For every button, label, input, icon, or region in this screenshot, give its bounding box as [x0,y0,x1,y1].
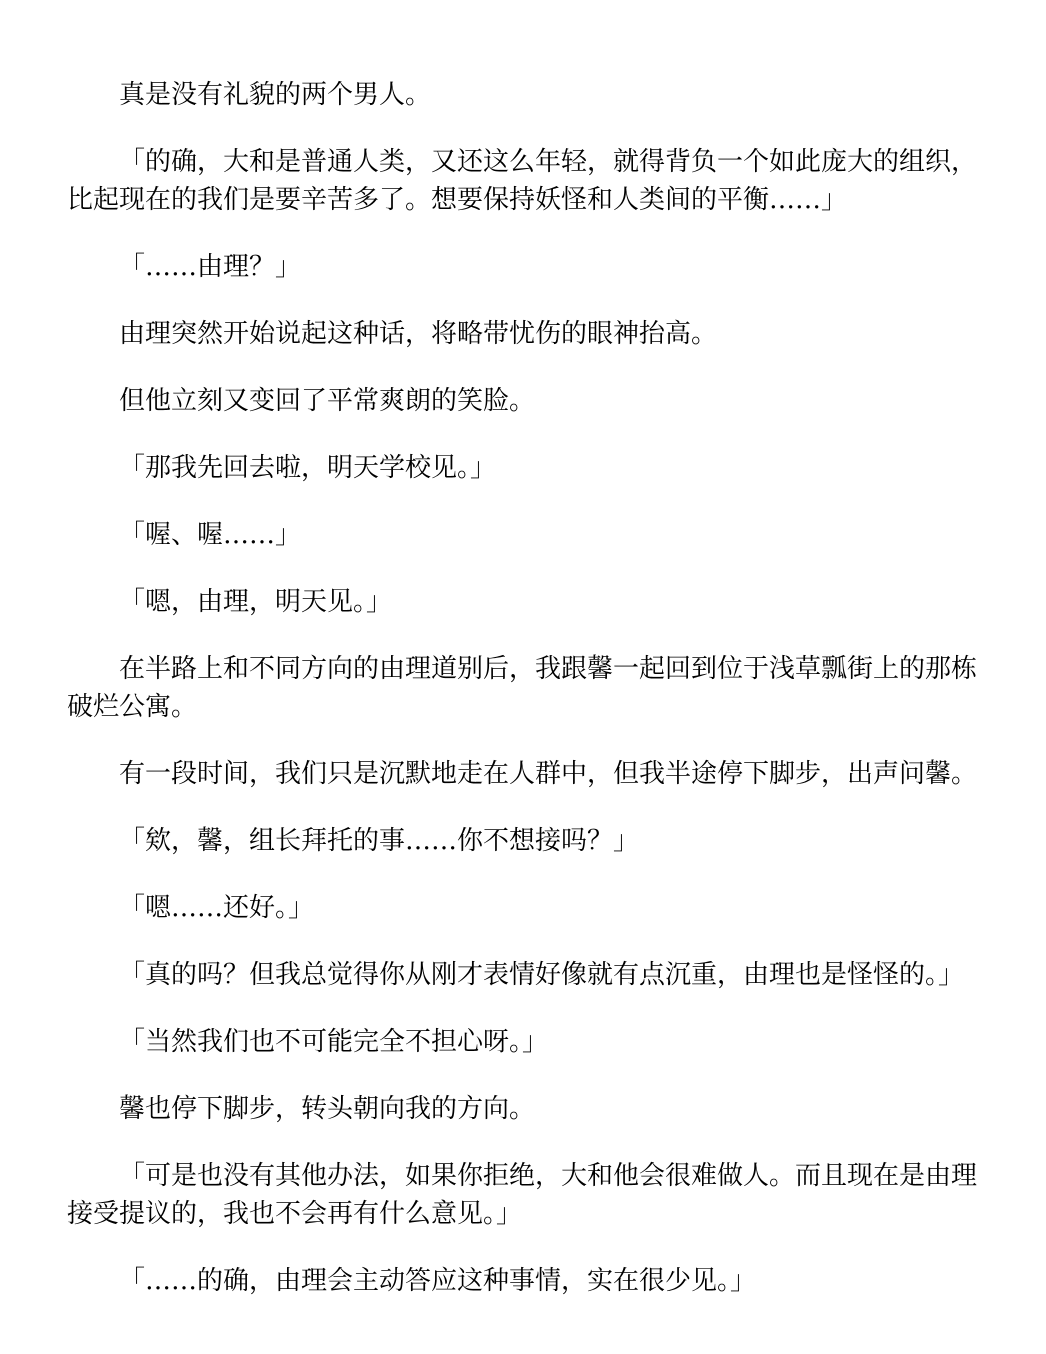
paragraph: 「嗯……还好。」 [119,893,315,923]
paragraph: 馨也停下脚步，转头朝向我的方向。 [119,1094,536,1124]
paragraph: 「……的确，由理会主动答应这种事情，实在很少见。」 [119,1266,757,1296]
paragraph: 真是没有礼貌的两个男人。 [119,80,432,110]
paragraph: 「嗯，由理，明天见。」 [119,587,393,617]
paragraph: 「喔、喔……」 [119,520,302,550]
paragraph: 「的确，大和是普通人类，又还这么年轻，就得背负一个如此庞大的组织，比起现在的我们是要辛苦多了。想要保持妖怪和人类间的平衡……」 [67,147,978,215]
paragraph: 「可是也没有其他办法，如果你拒绝，大和他会很难做人。而且现在是由理接受提议的，我也不会再有什么意见。」 [67,1161,978,1229]
paragraph: 有一段时间，我们只是沉默地走在人群中，但我半途停下脚步，出声问馨。 [119,759,978,789]
paragraph: 「那我先回去啦，明天学校见。」 [119,453,497,483]
paragraph: 「……由理？」 [119,252,302,282]
paragraph: 「真的吗？但我总觉得你从刚才表情好像就有点沉重，由理也是怪怪的。」 [119,960,965,990]
paragraph: 但他立刻又变回了平常爽朗的笑脸。 [119,386,536,416]
text-body [67,76,979,1329]
paragraph: 「当然我们也不可能完全不担心呀。」 [119,1027,549,1057]
paragraph: 「欸，馨，组长拜托的事……你不想接吗？」 [119,826,640,856]
paragraph: 在半路上和不同方向的由理道别后，我跟馨一起回到位于浅草瓢街上的那栋破烂公寓。 [67,654,978,722]
paragraph: 由理突然开始说起这种话，将略带忧伤的眼神抬高。 [119,319,718,349]
